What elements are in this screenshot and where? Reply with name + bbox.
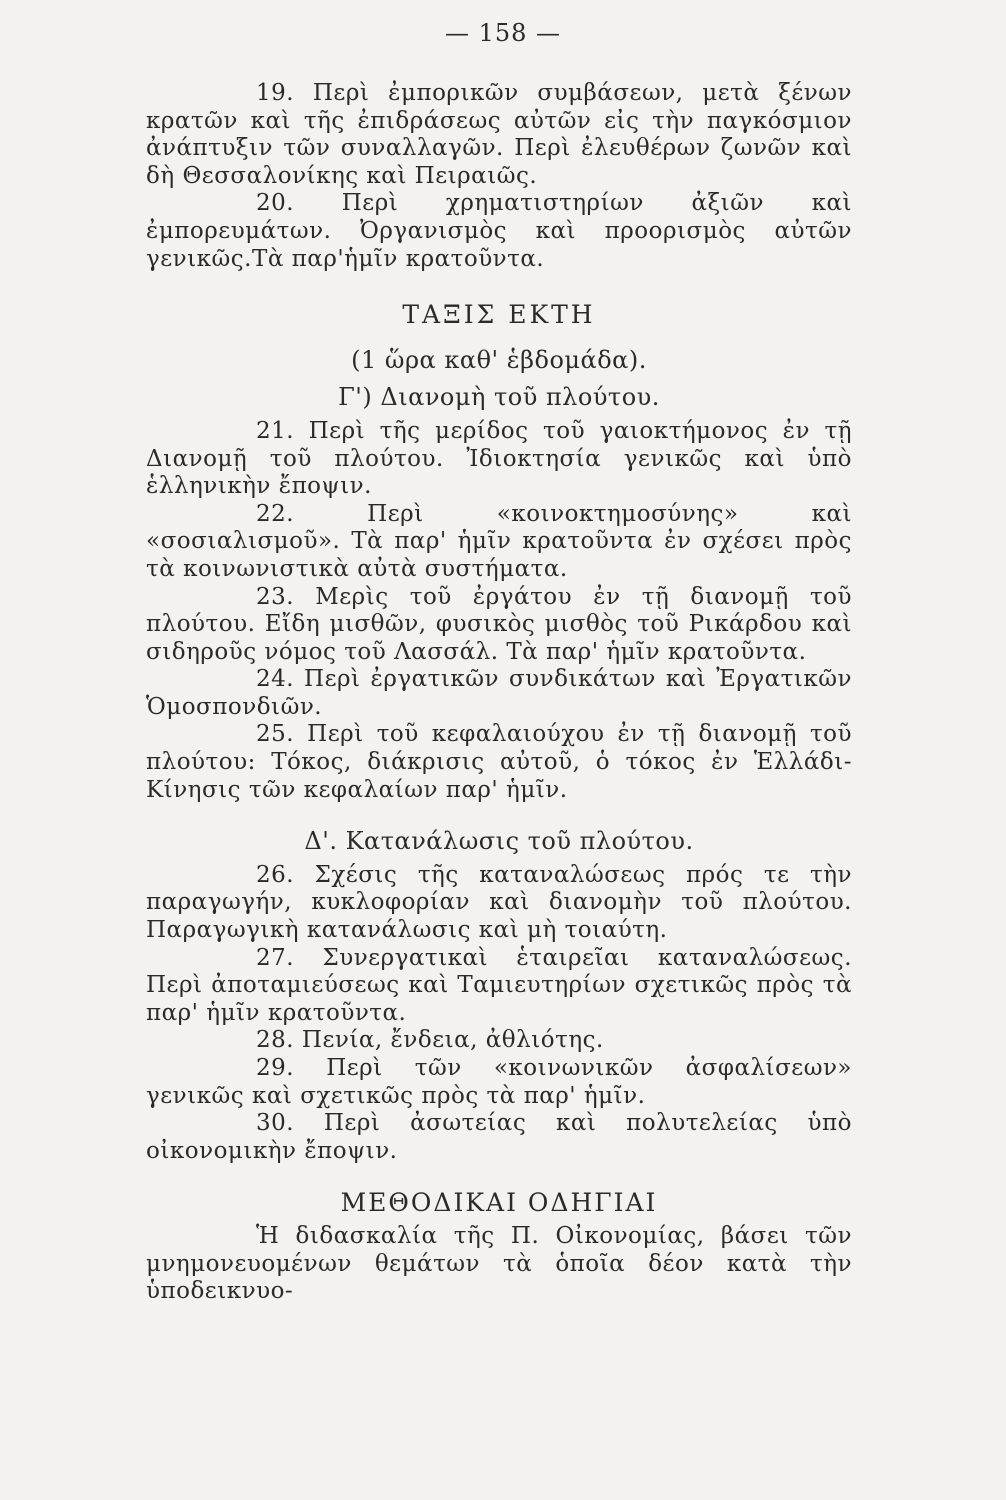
item-number: 20. <box>256 190 295 217</box>
item-text: Περὶ «κοινοκτημοσύνης» καὶ «σοσιαλισμοῦ». Τὰ παρ' ἡμῖν κρατοῦντα ἐν σχέσει πρὸς τὰ κοινωνιστικὰ αὐτὰ συστήματα. <box>146 500 852 582</box>
list-item-27 <box>146 945 852 1028</box>
list-item-19 <box>146 80 852 190</box>
section-heading-method: ΜΕΘΟΔΙΚΑΙ ΟΔΗΓΙΑΙ <box>340 1188 658 1218</box>
item-number: 21. <box>256 417 295 444</box>
final-paragraph: Ἡ διδασκαλία τῆς Π. Οἰκονομίας, βάσει τῶν μνημονευομένων θεμάτων τὰ ὁποῖα δέον κατὰ τὴν ὑποδεικνυο- <box>146 1222 852 1305</box>
list-item-20 <box>146 190 852 273</box>
list-item-21 <box>146 418 852 501</box>
item-text: Περὶ χρηματιστηρίων ἀξιῶν καὶ ἐμπορευμάτων. Ὀργανισμὸς καὶ προορισμὸς αὐτῶν γενικῶς.Τὰ παρ'ἡμῖν κρατοῦντα. <box>146 190 853 272</box>
list-item-23 <box>146 584 852 667</box>
item-number: 25. <box>256 721 295 748</box>
section-heading-class: ΤΑΞΙΣ ΕΚΤΗ <box>402 300 596 330</box>
item-number: 26. <box>256 861 295 888</box>
section-heading-consumption: Δ'. Κατανάλωσις τοῦ πλούτου. <box>304 827 694 856</box>
item-text: Μερὶς τοῦ ἐργάτου ἐν τῇ διανομῇ τοῦ πλούτου. Εἴδη μισθῶν, φυσικὸς μισθὸς τοῦ Ρικάρδου καὶ σιδηροῦς νόμος τοῦ Λασσάλ. Τὰ παρ' ἡμῖν κρατοῦντα. <box>146 583 852 665</box>
page-number: — 158 — <box>444 19 562 47</box>
item-number: 23. <box>256 583 295 610</box>
item-text: Περὶ τῆς μερίδος τοῦ γαιοκτήμονος ἐν τῇ Διανομῇ τοῦ πλούτου. Ἰδιοκτησία γενικῶς καὶ ὑπὸ ἑλληνικὴν ἔποψιν. <box>146 417 853 500</box>
item-text: Περὶ ἐμπορικῶν συμβάσεων, μετὰ ξένων κρατῶν καὶ τῆς ἐπιδράσεως αὐτῶν εἰς τὴν παγκόσμιον ἀνάπτυξιν τῶν συναλλαγῶν. Περὶ ἐλευθέρων ζωνῶν καὶ δὴ Θεσσαλονίκης καὶ Πειραιῶς. <box>146 80 852 189</box>
item-number: 30. <box>256 1110 295 1137</box>
item-text: Σχέσις τῆς καταναλώσεως πρός τε τὴν παραγωγήν, κυκλοφορίαν καὶ διανομὴν τοῦ πλούτου. Παραγωγικὴ κατανάλωσις καὶ μὴ τοιαύτη. <box>146 861 853 944</box>
list-item-22 <box>146 501 852 584</box>
item-number: 22. <box>256 500 295 527</box>
item-number: 29. <box>256 1055 295 1081</box>
item-text: Περὶ τοῦ κεφαλαιούχου ἐν τῇ διανομῇ τοῦ πλούτου: Τόκος, διάκρισις αὐτοῦ, ὁ τόκος ἐν Ἑλλάδι-Κίνησις τῶν κεφαλαίων παρ' ἡμῖν. <box>146 721 853 803</box>
list-item-24 <box>146 666 852 721</box>
list-item-26 <box>146 862 852 945</box>
item-text: Περὶ τῶν «κοινωνικῶν ἀσφαλίσεων» γενικῶς καὶ σχετικῶς πρὸς τὰ παρ' ἡμῖν. <box>146 1055 852 1109</box>
item-number: 24. <box>256 666 295 693</box>
list-item-29 <box>146 1055 852 1110</box>
list-item-25 <box>146 721 852 804</box>
item-text: Περὶ ἐργατικῶν συνδικάτων καὶ Ἐργατικῶν Ὁμοσπονδιῶν. <box>146 666 852 720</box>
section-subheading-hours: (1 ὥρα καθ' ἑβδομάδα). <box>351 345 647 374</box>
section-heading-distribution: Γ') Διανομὴ τοῦ πλούτου. <box>338 383 660 412</box>
item-text: Περὶ ἀσωτείας καὶ πολυτελείας ὑπὸ οἰκονομικὴν ἔποψιν. <box>146 1110 852 1164</box>
item-number: 27. <box>256 944 295 971</box>
item-number: 28. <box>256 1027 295 1054</box>
item-text: Συνεργατικαὶ ἑταιρεῖαι καταναλώσεως. Περὶ ἀποταμιεύσεως καὶ Ταμιευτηρίων σχετικῶς πρὸς τὰ παρ' ἡμῖν κρατοῦντα. <box>146 944 852 1026</box>
list-item-30 <box>146 1110 852 1165</box>
list-item-28 <box>146 1027 852 1055</box>
item-number: 19. <box>256 80 295 106</box>
item-text: Πενία, ἔνδεια, ἀθλιότης. <box>301 1027 604 1054</box>
page-body <box>146 80 852 1306</box>
